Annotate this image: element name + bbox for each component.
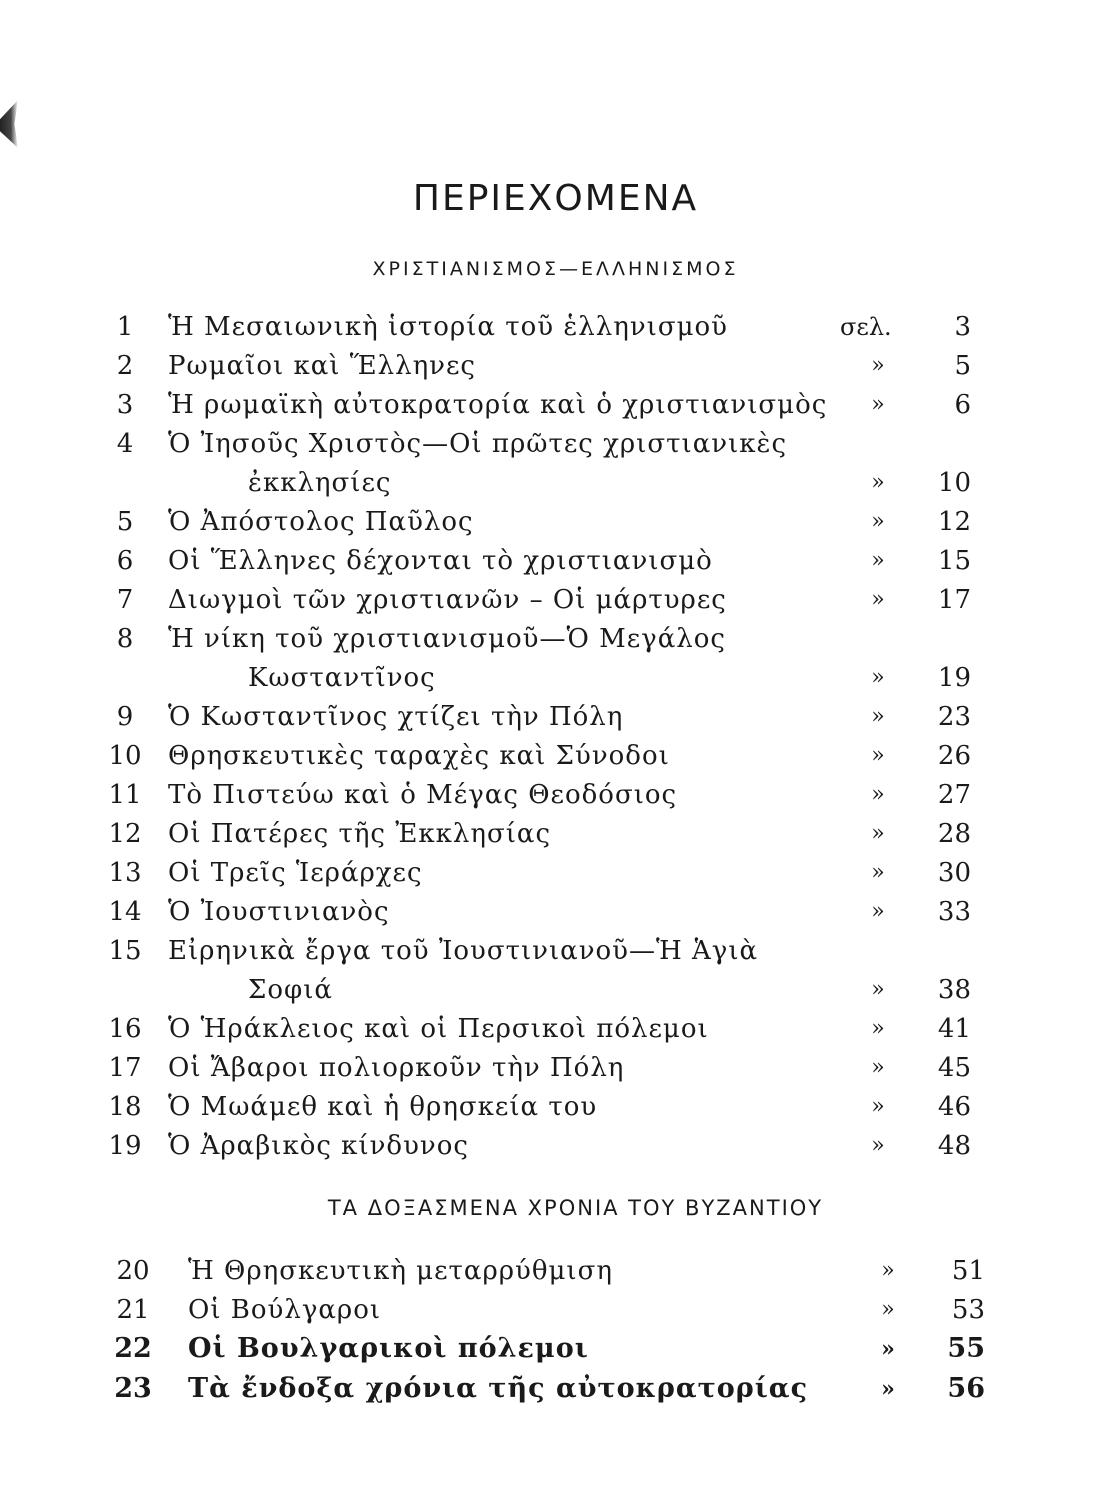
entry-page: 26	[937, 741, 971, 771]
entry-title: Οἱ Βουλγαρικοὶ πόλεμοι	[188, 1333, 589, 1364]
entry-number: 20	[116, 1256, 150, 1286]
entry-title: Εἰρηνικὰ ἔργα τοῦ Ἰουστινιανοῦ—Ἡ Ἁγιὰ	[168, 936, 759, 966]
ditto-mark: »	[871, 548, 885, 573]
toc-entry-22	[0, 1330, 1111, 1368]
entry-title: Οἱ Πατέρες τῆς Ἐκκλησίας	[168, 819, 552, 849]
toc-entry-14	[0, 893, 1111, 931]
ditto-mark: »	[871, 665, 885, 690]
entry-page: 48	[937, 1131, 971, 1161]
ditto-mark: »	[871, 1016, 885, 1041]
ditto-mark: »	[871, 587, 885, 612]
ditto-mark: »	[871, 509, 885, 534]
entry-number: 10	[108, 741, 142, 771]
entry-title: Ὁ Ἰησοῦς Χριστὸς—Οἱ πρῶτες χριστιανικὲς	[168, 429, 788, 459]
page-title: ΠΕΡΙΕΧΟΜΕΝΑ	[412, 178, 699, 219]
margin-ink-mark	[0, 100, 18, 148]
entry-title: Θρησκευτικὲς ταραχὲς καὶ Σύνοδοι	[168, 741, 670, 771]
entry-page: 15	[937, 546, 971, 576]
page-label: σελ.	[840, 313, 892, 341]
entry-page: 30	[937, 858, 971, 888]
entry-title: Τὰ ἔνδοξα χρόνια τῆς αὐτοκρατορίας	[188, 1373, 809, 1404]
toc-entry-21	[0, 1291, 1111, 1329]
entry-title-continuation: Σοφιά	[248, 975, 333, 1005]
entry-page: 33	[937, 897, 971, 927]
entry-title: Ὁ Ἀραβικὸς κίνδυνος	[168, 1131, 469, 1161]
entry-page: 45	[937, 1053, 971, 1083]
toc-entry-9	[0, 698, 1111, 736]
entry-page: 27	[937, 780, 971, 810]
entry-number: 22	[114, 1333, 152, 1364]
toc-entry-1	[0, 308, 1111, 346]
entry-number: 14	[108, 897, 142, 927]
entry-number: 11	[108, 780, 142, 810]
entry-page: 5	[954, 351, 971, 381]
toc-entry-8-continuation	[0, 659, 1111, 697]
entry-title: Οἱ Ἕλληνες δέχονται τὸ χριστιανισμὸ	[168, 546, 713, 576]
ditto-mark: »	[881, 1336, 895, 1362]
ditto-mark: »	[871, 977, 885, 1002]
toc-entry-15	[0, 932, 1111, 970]
entry-title: Τὸ Πιστεύω καὶ ὁ Μέγας Θεοδόσιος	[168, 780, 678, 810]
toc-entry-11	[0, 776, 1111, 814]
ditto-mark: »	[871, 1055, 885, 1080]
entry-title: Διωγμοὶ τῶν χριστιανῶν – Οἱ μάρτυρες	[168, 585, 727, 615]
toc-entry-20	[0, 1252, 1111, 1290]
entry-page: 56	[947, 1373, 985, 1404]
ditto-mark: »	[871, 392, 885, 417]
entry-number: 3	[116, 390, 134, 420]
entry-number: 15	[108, 936, 142, 966]
entry-page: 41	[937, 1014, 971, 1044]
toc-entry-6	[0, 542, 1111, 580]
entry-page: 12	[937, 507, 971, 537]
entry-title: Οἱ Τρεῖς Ἱεράρχες	[168, 858, 423, 888]
entry-title: Ὁ Κωσταντῖνος χτίζει τὴν Πόλη	[168, 702, 624, 732]
entry-number: 2	[116, 351, 134, 381]
entry-number: 23	[114, 1373, 152, 1404]
entry-page: 28	[937, 819, 971, 849]
toc-entry-4	[0, 425, 1111, 463]
ditto-mark: »	[871, 743, 885, 768]
entry-number: 8	[116, 624, 134, 654]
entry-page: 53	[951, 1295, 985, 1325]
toc-entry-8	[0, 620, 1111, 658]
entry-number: 6	[116, 546, 134, 576]
toc-entry-13	[0, 854, 1111, 892]
ditto-mark: »	[871, 782, 885, 807]
entry-title-continuation: ἐκκλησίες	[248, 468, 392, 498]
entry-title: Ἡ νίκη τοῦ χριστιανισμοῦ—Ὁ Μεγάλος	[168, 624, 726, 654]
entry-title: Οἱ Ἄβαροι πολιορκοῦν τὴν Πόλη	[168, 1053, 625, 1083]
entry-number: 17	[108, 1053, 142, 1083]
entry-title: Ἡ Θρησκευτικὴ μεταρρύθμιση	[188, 1256, 613, 1286]
entry-page: 6	[954, 390, 971, 420]
entry-title: Ὁ Ἀπόστολος Παῦλος	[168, 507, 474, 537]
entry-number: 13	[108, 858, 142, 888]
section-title-2: ΤΑ ΔΟΞΑΣΜΕΝΑ ΧΡΟΝΙΑ ΤΟΥ ΒΥΖΑΝΤΙΟΥ	[327, 1196, 824, 1220]
entry-number: 12	[108, 819, 142, 849]
section-title-1: ΧΡΙΣΤΙΑΝΙΣΜΟΣ—ΕΛΛΗΝΙΣΜΟΣ	[372, 258, 739, 280]
ditto-mark: »	[881, 1297, 895, 1322]
toc-entry-16	[0, 1010, 1111, 1048]
toc-entry-7	[0, 581, 1111, 619]
entry-page: 23	[937, 702, 971, 732]
entry-title: Ὁ Μωάμεθ καὶ ἡ θρησκεία του	[168, 1092, 598, 1122]
ditto-mark: »	[881, 1258, 895, 1283]
ditto-mark: »	[881, 1376, 895, 1402]
entry-number: 16	[108, 1014, 142, 1044]
toc-entry-10	[0, 737, 1111, 775]
entry-page: 55	[947, 1333, 985, 1364]
entry-title: Ρωμαῖοι καὶ Ἕλληνες	[168, 351, 476, 381]
entry-number: 7	[116, 585, 134, 615]
toc-entry-17	[0, 1049, 1111, 1087]
entry-page: 19	[937, 663, 971, 693]
ditto-mark: »	[871, 821, 885, 846]
entry-page: 17	[937, 585, 971, 615]
toc-entry-2	[0, 347, 1111, 385]
entry-number: 1	[116, 312, 134, 342]
toc-entry-15-continuation	[0, 971, 1111, 1009]
entry-title-continuation: Κωσταντῖνος	[248, 663, 436, 693]
entry-title: Ὁ Ἡράκλειος καὶ οἱ Περσικοὶ πόλεμοι	[168, 1014, 709, 1044]
entry-number: 9	[116, 702, 134, 732]
ditto-mark: »	[871, 899, 885, 924]
toc-entry-3	[0, 386, 1111, 424]
entry-title: Ἡ Μεσαιωνικὴ ἱστορία τοῦ ἑλληνισμοῦ	[168, 312, 728, 342]
toc-entry-18	[0, 1088, 1111, 1126]
ditto-mark: »	[871, 1133, 885, 1158]
entry-number: 21	[116, 1295, 150, 1325]
entry-number: 4	[116, 429, 134, 459]
entry-title: Ὁ Ἰουστινιανὸς	[168, 897, 390, 927]
entry-page: 3	[954, 312, 971, 342]
toc-entry-12	[0, 815, 1111, 853]
ditto-mark: »	[871, 1094, 885, 1119]
entry-title: Οἱ Βούλγαροι	[188, 1295, 382, 1325]
entry-page: 46	[937, 1092, 971, 1122]
toc-entry-4-continuation	[0, 464, 1111, 502]
ditto-mark: »	[871, 860, 885, 885]
ditto-mark: »	[871, 470, 885, 495]
toc-entry-5	[0, 503, 1111, 541]
entry-page: 38	[937, 975, 971, 1005]
entry-number: 5	[116, 507, 134, 537]
ditto-mark: »	[871, 353, 885, 378]
entry-page: 51	[951, 1256, 985, 1286]
entry-number: 18	[108, 1092, 142, 1122]
entry-number: 19	[108, 1131, 142, 1161]
entry-title: Ἡ ρωμαϊκὴ αὐτοκρατορία καὶ ὁ χριστιανισμὸς	[168, 390, 828, 420]
toc-entry-19	[0, 1127, 1111, 1165]
entry-page: 10	[937, 468, 971, 498]
toc-entry-23	[0, 1370, 1111, 1408]
ditto-mark: »	[871, 704, 885, 729]
